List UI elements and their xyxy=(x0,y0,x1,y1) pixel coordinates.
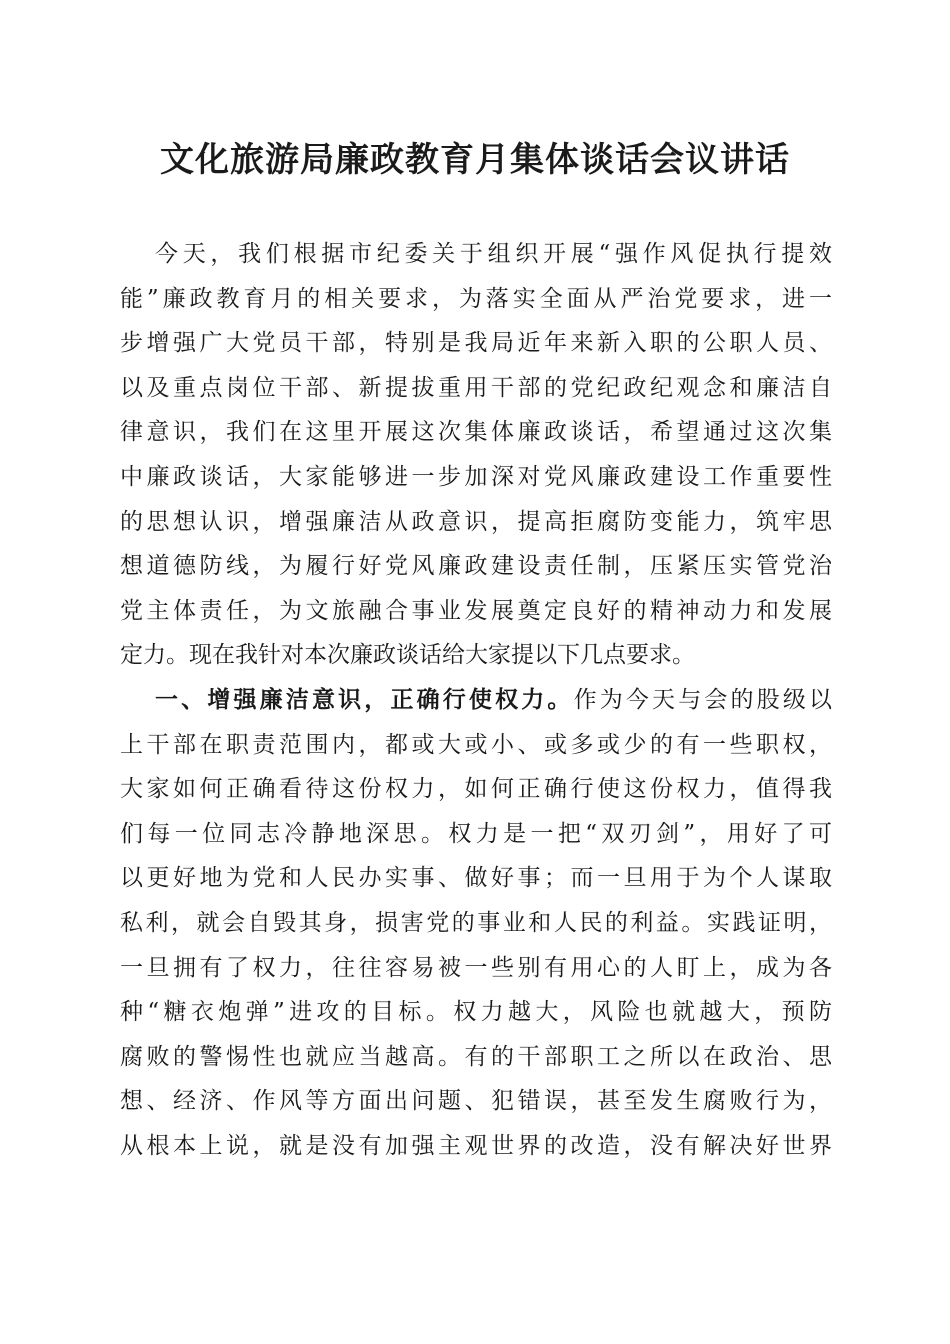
text-line xyxy=(120,678,832,723)
document-title: 文化旅游局廉政教育月集体谈话会议讲话 xyxy=(160,140,790,180)
text-line: 从根本上说，就是没有加强主观世界的改造，没有解决好世界 xyxy=(120,1132,832,1159)
text-line: 们每一位同志冷静地深思。权力是一把“双刃剑”，用好了可 xyxy=(120,820,832,847)
text-line: 想、经济、作风等方面出问题、犯错误，甚至发生腐败行为， xyxy=(120,1088,832,1115)
text-line: 一旦拥有了权力，往往容易被一些别有用心的人盯上，成为各 xyxy=(120,954,832,981)
text-line: 步增强广大党员干部，特别是我局近年来新入职的公职人员、 xyxy=(120,330,832,357)
section-heading-rest: 作为今天与会的股级以 xyxy=(573,686,833,713)
text-line: 律意识，我们在这里开展这次集体廉政谈话，希望通过这次集 xyxy=(120,419,832,446)
text-line: 今天，我们根据市纪委关于组织开展“强作风促执行提效 xyxy=(155,241,832,267)
section-heading: 一、增强廉洁意识，正确行使权力。 xyxy=(155,685,574,713)
text-line: 大家如何正确看待这份权力，如何正确行使这份权力，值得我 xyxy=(120,776,832,803)
text-line: 定力。现在我针对本次廉政谈话给大家提以下几点要求。 xyxy=(120,642,695,669)
text-line: 想道德防线，为履行好党风廉政建设责任制，压紧压实管党治 xyxy=(120,553,832,580)
text-line: 种“糖衣炮弹”进攻的目标。权力越大，风险也就越大，预防 xyxy=(120,999,832,1026)
text-line: 上干部在职责范围内，都或大或小、或多或少的有一些职权， xyxy=(120,731,832,758)
text-line: 党主体责任，为文旅融合事业发展奠定良好的精神动力和发展 xyxy=(120,597,832,624)
text-line: 私利，就会自毁其身，损害党的事业和人民的利益。实践证明， xyxy=(120,909,832,936)
text-line: 腐败的警惕性也就应当越高。有的干部职工之所以在政治、思 xyxy=(120,1043,832,1070)
paragraph-intro xyxy=(120,232,832,678)
text-line: 中廉政谈话，大家能够进一步加深对党风廉政建设工作重要性 xyxy=(120,463,832,490)
text-line: 以及重点岗位干部、新提拔重用干部的党纪政纪观念和廉洁自 xyxy=(120,374,832,401)
document-body xyxy=(120,232,832,1168)
text-line: 的思想认识，增强廉洁从政意识，提高拒腐防变能力，筑牢思 xyxy=(120,508,832,535)
paragraph-section-one xyxy=(120,678,832,1169)
text-line: 能”廉政教育月的相关要求，为落实全面从严治党要求，进一 xyxy=(120,285,832,312)
text-line: 以更好地为党和人民办实事、做好事；而一旦用于为个人谋取 xyxy=(120,865,832,892)
